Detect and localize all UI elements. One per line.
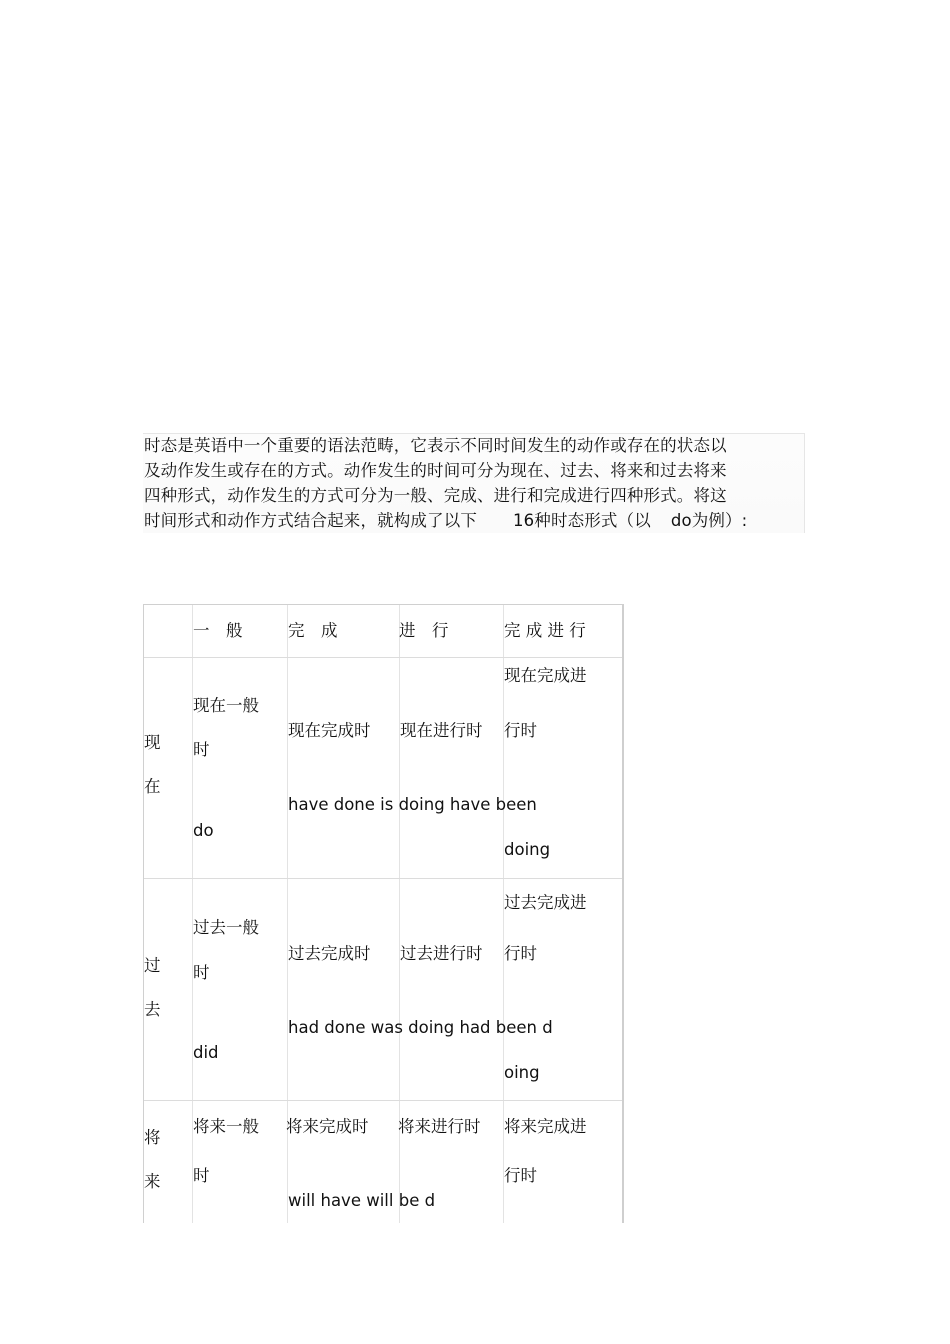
header-perfect: 完 成 [288,621,338,640]
header-progressive: 进 行 [399,621,449,640]
intro-line-3: 四种形式，动作发生的方式可分为一般、完成、进行和完成进行四种形式。将这 [144,486,727,505]
row-label-future-1: 将 [144,1128,161,1147]
future-general-1: 将来一般 [193,1117,259,1136]
tense-table [143,604,624,1223]
past-general-2: 时 [193,963,210,982]
past-general-1: 过去一般 [193,918,259,937]
past-perfect: 过去完成时 [288,944,371,963]
row-label-past-1: 过 [144,956,161,975]
present-general-form: do [193,821,214,840]
row-label-past-2: 去 [144,1000,161,1019]
present-progressive: 现在进行时 [400,721,483,740]
present-general-1: 现在一般 [193,696,259,715]
row-label-future-2: 来 [144,1172,161,1191]
intro-line-4-part-2: 16种时态形式（以 [513,511,651,530]
present-perfect-progressive-2: 行时 [504,721,537,740]
past-perfect-progressive-form-2: oing [504,1063,540,1082]
future-perfect: 将来完成时 [286,1117,369,1136]
header-general: 一 般 [193,621,243,640]
future-perfect-progressive-1: 将来完成进 [504,1117,587,1136]
header-perfect-progressive: 完 成 进 行 [504,621,586,640]
present-general-2: 时 [193,740,210,759]
past-general-form: did [193,1043,219,1062]
past-forms-line: had done was doing had been d [288,1018,553,1037]
intro-line-4 [144,511,747,531]
future-general-2: 时 [193,1166,210,1185]
intro-line-2: 及动作发生或存在的方式。动作发生的时间可分为现在、过去、将来和过去将来 [144,461,727,480]
present-perfect-progressive-1: 现在完成进 [504,666,587,685]
row-label-present-2: 在 [144,777,161,796]
present-perfect-progressive-form-2: doing [504,840,551,859]
past-perfect-progressive-1: 过去完成进 [504,893,587,912]
future-progressive: 将来进行时 [398,1117,481,1136]
intro-line-4-part-1: 时间形式和动作方式结合起来，就构成了以下 [144,511,477,530]
past-perfect-progressive-2: 行时 [504,944,537,963]
intro-paragraph [143,433,805,533]
intro-line-4-part-3: do为例）: [670,511,748,530]
intro-line-1: 时态是英语中一个重要的语法范畴，它表示不同时间发生的动作或存在的状态以 [144,436,727,455]
future-perfect-progressive-2: 行时 [504,1166,537,1185]
present-forms-line: have done is doing have been [288,795,537,814]
present-perfect: 现在完成时 [288,721,371,740]
past-progressive: 过去进行时 [400,944,483,963]
future-forms-line: will have will be d [288,1191,436,1210]
row-label-present-1: 现 [144,733,161,752]
